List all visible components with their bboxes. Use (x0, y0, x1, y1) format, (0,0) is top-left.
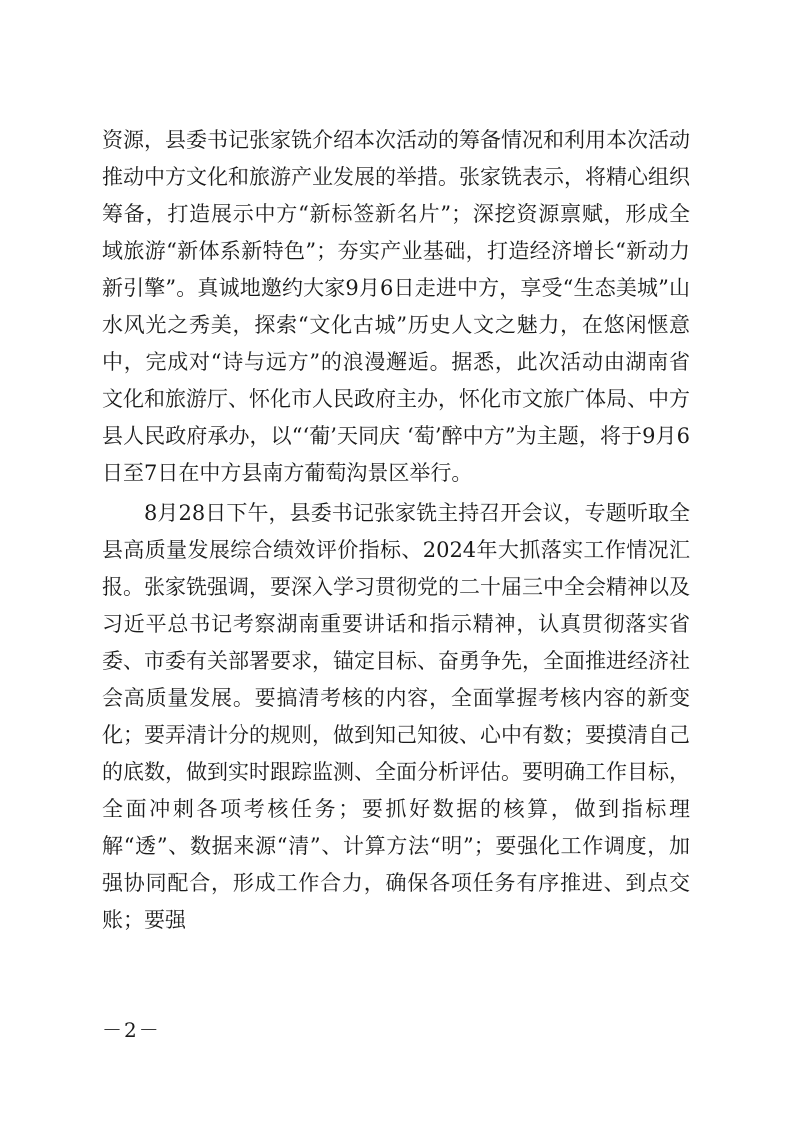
document-body (102, 122, 690, 939)
paragraph-continued: 资源，县委书记张家铣介绍本次活动的筹备情况和利用本次活动推动中方文化和旅游产业发展的举措。张家铣表示，将精心组织筹备，打造展示中方“新标签新名片”；深挖资源禀赋，形成全域旅游“新体系新特色”；夯实产业基础，打造经济增长“新动力新引擎”。真诚地邀约大家9月6日走进中方，享受“生态美城”山水风光之秀美，探索“文化古城”历史人文之魅力，在悠闲惬意中，完成对“诗与远方”的浪漫邂逅。据悉，此次活动由湖南省文化和旅游厅、怀化市人民政府主办，怀化市文旅广体局、中方县人民政府承办，以“‘葡’天同庆 ‘萄’醉中方”为主题，将于9月6日至7日在中方县南方葡萄沟景区举行。 (102, 128, 690, 485)
page-number: －2－ (102, 1018, 161, 1042)
paragraph-meeting: 8月28日下午，县委书记张家铣主持召开会议，专题听取全县高质量发展综合绩效评价指标、2024年大抓落实工作情况汇报。张家铣强调，要深入学习贯彻党的二十届三中全会精神以及习近平总书记考察湖南重要讲话和指示精神，认真贯彻落实省委、市委有关部署要求，锚定目标、奋勇争先，全面推进经济社会高质量发展。要搞清考核的内容，全面掌握考核内容的新变化；要弄清计分的规则，做到知己知彼、心中有数；要摸清自己的底数，做到实时跟踪监测、全面分析评估。要明确工作目标，全面冲刺各项考核任务；要抓好数据的核算，做到指标理解“透”、数据来源“清”、计算方法“明”；要强化工作调度，加强协同配合，形成工作合力，确保各项任务有序推进、到点交账；要强 (102, 501, 690, 932)
